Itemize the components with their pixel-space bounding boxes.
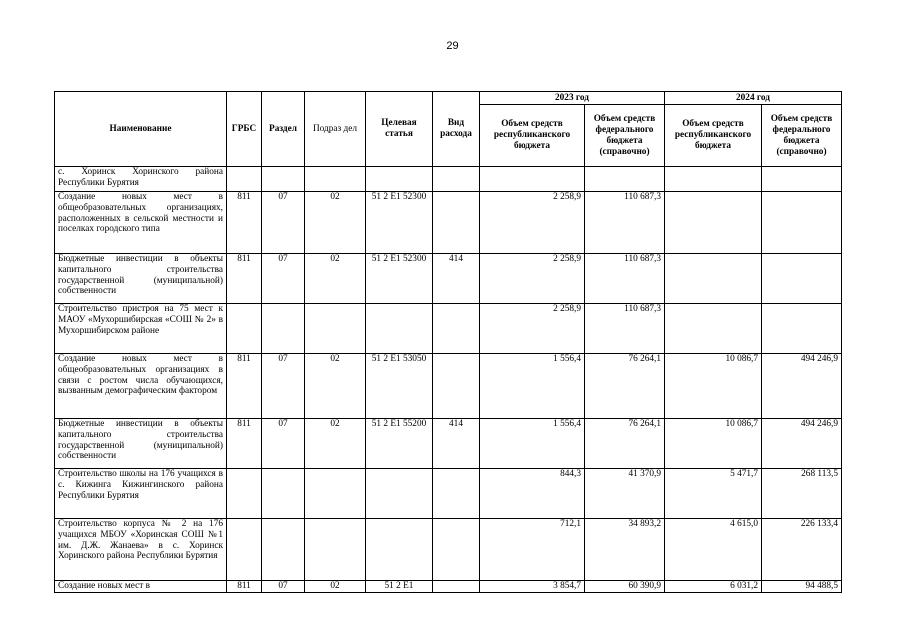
table-row xyxy=(55,192,842,254)
row-name: Строительство школы на 176 учащихся в с. Кижинга Кижингинского района Республики Бурятия xyxy=(55,469,227,519)
row-tselevaya xyxy=(366,519,433,581)
row-grbs: 811 xyxy=(227,192,262,254)
row-rep-2024 xyxy=(665,304,762,354)
table-row xyxy=(55,354,842,419)
row-razdel: 07 xyxy=(262,254,305,304)
row-razdel xyxy=(262,519,305,581)
header-vid-raskhoda: Вид расхода xyxy=(433,92,480,167)
row-fed-2023: 76 264,1 xyxy=(585,354,665,419)
row-name: Бюджетные инвестиции в объекты капитального строительства государственной (муниципальной) собственности xyxy=(55,419,227,469)
row-razdel xyxy=(262,304,305,354)
row-fed-2024: 494 246,9 xyxy=(762,354,842,419)
row-rep-2023: 712,1 xyxy=(480,519,585,581)
header-fed-budget-2024: Объем средств федерального бюджета (справочно) xyxy=(762,105,842,167)
row-rep-2023: 844,3 xyxy=(480,469,585,519)
row-rep-2024: 10 086,7 xyxy=(665,354,762,419)
row-rep-2023: 3 854,7 xyxy=(480,581,585,593)
row-razdel: 07 xyxy=(262,419,305,469)
row-fed-2023: 41 370,9 xyxy=(585,469,665,519)
row-name: Создание новых мест в общеобразовательных организациях в связи с ростом числа обучающихся, вызванным демографическим фактором xyxy=(55,354,227,419)
row-rep-2024 xyxy=(665,192,762,254)
row-rep-2023: 1 556,4 xyxy=(480,354,585,419)
row-vid xyxy=(433,354,480,419)
row-grbs: 811 xyxy=(227,581,262,593)
row-razdel: 07 xyxy=(262,192,305,254)
header-fed-budget-2023: Объем средств федерального бюджета (справочно) xyxy=(585,105,665,167)
row-fed-2023: 110 687,3 xyxy=(585,254,665,304)
table-body xyxy=(55,167,842,593)
row-vid xyxy=(433,167,480,192)
header-year-2023: 2023 год xyxy=(480,92,665,105)
row-tselevaya: 51 2 E1 55200 xyxy=(366,419,433,469)
row-tselevaya: 51 2 E1 53050 xyxy=(366,354,433,419)
row-razdel: 07 xyxy=(262,354,305,419)
row-name: Создание новых мест в xyxy=(55,581,227,593)
table-row xyxy=(55,581,842,593)
table-row xyxy=(55,304,842,354)
row-podrazdel: 02 xyxy=(305,254,366,304)
row-fed-2024 xyxy=(762,304,842,354)
row-tselevaya: 51 2 E1 52300 xyxy=(366,192,433,254)
header-year-2024: 2024 год xyxy=(665,92,842,105)
row-rep-2024: 10 086,7 xyxy=(665,419,762,469)
row-fed-2024: 94 488,5 xyxy=(762,581,842,593)
budget-table xyxy=(54,91,842,593)
row-name: Строительство пристроя на 75 мест к МАОУ «Мухоршибирская «СОШ № 2» в Мухоршибирском районе xyxy=(55,304,227,354)
header-podrazdel: Подраз дел xyxy=(305,92,366,167)
row-fed-2023 xyxy=(585,167,665,192)
row-rep-2024: 6 031,2 xyxy=(665,581,762,593)
row-grbs: 811 xyxy=(227,354,262,419)
row-fed-2023: 34 893,2 xyxy=(585,519,665,581)
table-row xyxy=(55,469,842,519)
header-rep-budget-2023: Объем средств республиканского бюджета xyxy=(480,105,585,167)
row-name: Создание новых мест в общеобразовательных организациях, расположенных в сельской местности и поселках городского типа xyxy=(55,192,227,254)
row-podrazdel xyxy=(305,469,366,519)
header-rep-budget-2024: Объем средств республиканского бюджета xyxy=(665,105,762,167)
row-vid xyxy=(433,519,480,581)
row-vid xyxy=(433,192,480,254)
table-row xyxy=(55,419,842,469)
row-fed-2023: 60 390,9 xyxy=(585,581,665,593)
row-grbs xyxy=(227,469,262,519)
row-podrazdel: 02 xyxy=(305,354,366,419)
header-tselevaya-statya: Целевая статья xyxy=(366,92,433,167)
row-tselevaya xyxy=(366,469,433,519)
row-rep-2024 xyxy=(665,254,762,304)
row-grbs xyxy=(227,304,262,354)
row-tselevaya: 51 2 E1 52300 xyxy=(366,254,433,304)
row-rep-2023: 2 258,9 xyxy=(480,304,585,354)
row-rep-2023: 2 258,9 xyxy=(480,254,585,304)
row-podrazdel: 02 xyxy=(305,581,366,593)
row-fed-2023: 110 687,3 xyxy=(585,192,665,254)
row-rep-2024 xyxy=(665,167,762,192)
row-podrazdel xyxy=(305,519,366,581)
row-podrazdel: 02 xyxy=(305,419,366,469)
row-tselevaya xyxy=(366,304,433,354)
row-name: Строительство корпуса № 2 на 176 учащихся МБОУ «Хоринская СОШ №1 им. Д.Ж. Жанаева» в с. Хоринск Хоринского района Республики Бурятия xyxy=(55,519,227,581)
table-row xyxy=(55,167,842,192)
row-fed-2024 xyxy=(762,167,842,192)
row-grbs: 811 xyxy=(227,419,262,469)
row-fed-2023: 110 687,3 xyxy=(585,304,665,354)
row-grbs xyxy=(227,167,262,192)
row-name: Бюджетные инвестиции в объекты капитального строительства государственной (муниципальной) собственности xyxy=(55,254,227,304)
row-podrazdel xyxy=(305,167,366,192)
row-vid xyxy=(433,469,480,519)
row-vid xyxy=(433,304,480,354)
row-grbs xyxy=(227,519,262,581)
row-fed-2024: 226 133,4 xyxy=(762,519,842,581)
row-fed-2024 xyxy=(762,192,842,254)
header-razdel: Раздел xyxy=(262,92,305,167)
row-fed-2024: 494 246,9 xyxy=(762,419,842,469)
row-fed-2024 xyxy=(762,254,842,304)
row-podrazdel: 02 xyxy=(305,192,366,254)
table-row xyxy=(55,254,842,304)
row-rep-2023: 2 258,9 xyxy=(480,192,585,254)
row-rep-2023 xyxy=(480,167,585,192)
row-vid xyxy=(433,581,480,593)
row-razdel xyxy=(262,469,305,519)
row-fed-2023: 76 264,1 xyxy=(585,419,665,469)
row-rep-2023: 1 556,4 xyxy=(480,419,585,469)
row-name: с. Хоринск Хоринского района Республики Бурятия xyxy=(55,167,227,192)
row-rep-2024: 4 615,0 xyxy=(665,519,762,581)
page-number: 29 xyxy=(446,40,459,52)
row-razdel xyxy=(262,167,305,192)
table-row xyxy=(55,519,842,581)
row-fed-2024: 268 113,5 xyxy=(762,469,842,519)
row-vid: 414 xyxy=(433,254,480,304)
row-tselevaya xyxy=(366,167,433,192)
row-vid: 414 xyxy=(433,419,480,469)
row-tselevaya: 51 2 E1 xyxy=(366,581,433,593)
header-name: Наименование xyxy=(55,92,227,167)
header-grbs: ГРБС xyxy=(227,92,262,167)
row-grbs: 811 xyxy=(227,254,262,304)
row-rep-2024: 5 471,7 xyxy=(665,469,762,519)
row-podrazdel xyxy=(305,304,366,354)
row-razdel: 07 xyxy=(262,581,305,593)
